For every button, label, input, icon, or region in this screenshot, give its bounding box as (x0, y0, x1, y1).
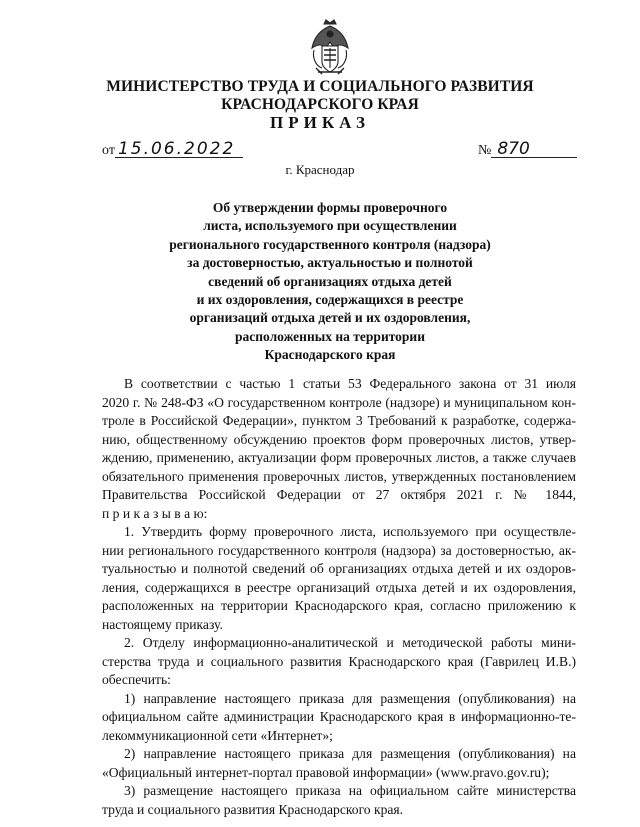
body-text-line: 2020 г. № 248-ФЗ «О государственном контроле (надзоре) и муниципальном кон- (102, 394, 576, 410)
body-text-line: 1. Утвердить форму проверочного листа, используемого при осуществле- (124, 524, 576, 539)
order-date (102, 141, 243, 159)
body-text-line: п р и к а з ы в а ю: (102, 505, 208, 521)
subject-line: расположенных на территории (234, 328, 425, 344)
body-text-line: 3) размещение настоящего приказа на официальном сайте министерства (124, 783, 576, 798)
body-text-line: 2) направление настоящего приказа для размещения (опубликования) на (124, 746, 576, 761)
number-prefix: № (478, 143, 492, 158)
body-text-line: 2. Отделу информационно-аналитической и методической работы мини- (124, 635, 576, 650)
order-body-text (102, 375, 576, 819)
ministry-line-1: МИНИСТЕРСТВО ТРУДА И СОЦИАЛЬНОГО РАЗВИТИЯ (106, 78, 534, 95)
order-number (478, 141, 577, 159)
body-text-line: официальном сайте администрации Краснодарского края в информационно-те- (102, 709, 576, 724)
number-value: 870 (491, 141, 577, 158)
date-value: 15.06.2022 (115, 141, 243, 158)
document-type-title: ПРИКАЗ (270, 113, 370, 132)
body-text-line: обязательного применения проверочных листов, утвержденных постановлением (102, 468, 576, 484)
body-text-line: нии регионального государственного контроля (надзора) за достоверностью, ак- (102, 542, 576, 558)
subject-line: регионального государственного контроля (надзора) (169, 236, 491, 252)
body-text-line: ления, содержащихся в реестре организаций отдыха детей и их оздоровления, (102, 579, 576, 595)
body-text-line: труда и социального развития Краснодарского края. (102, 801, 404, 817)
date-prefix: от (102, 143, 115, 158)
body-text-line: В соответствии с частью 1 статьи 53 Федерального закона от 31 июля (124, 376, 576, 391)
city-label: г. Краснодар (285, 162, 355, 177)
subject-line: за достоверностью, актуальностью и полнотой (187, 255, 473, 271)
ministry-line-2: КРАСНОДАРСКОГО КРАЯ (221, 96, 419, 113)
order-subject-title (140, 199, 520, 365)
body-text-line: нию, общественному обсуждению проектов форм проверочных листов, утвер- (102, 431, 576, 447)
coat-of-arms-emblem (308, 18, 352, 76)
subject-line: листа, используемого при осуществлении (203, 218, 457, 234)
body-text-line: лекоммуникационной сети «Интернет»; (102, 727, 333, 743)
subject-line: сведений об организациях отдыха детей (208, 273, 452, 289)
body-text-line: настоящему приказу. (102, 616, 223, 632)
body-text-line: расположенных на территории Краснодарского края, согласно приложению к (102, 598, 576, 613)
body-text-line: 1) направление настоящего приказа для размещения (опубликования) на (124, 690, 576, 706)
body-text-line: туальностью и полнотой сведений об организациях отдыха детей и их оздоров- (102, 561, 576, 576)
subject-line: и их оздоровления, содержащихся в реестре (196, 292, 464, 308)
body-text-line: «Официальный интернет-портал правовой информации» (www.pravo.gov.ru); (102, 764, 550, 780)
subject-line: организаций отдыха детей и их оздоровления, (189, 310, 471, 326)
body-text-line: ждению, применению, актуализации форм проверочных листов, а также случаев (102, 450, 576, 465)
body-text-line: стерства труда и социального развития Краснодарского края (Гаврилец И.В.) (102, 653, 576, 669)
body-text-line: троле в Российской Федерации», пунктом 3 Требований к разработке, содержа- (102, 413, 576, 428)
body-text-line: Правительства Российской Федерации от 27 октября 2021 г. № 1844, (102, 487, 576, 502)
subject-line: Об утверждении формы проверочного (212, 200, 448, 215)
ministry-name (0, 78, 640, 114)
subject-line: Краснодарского края (264, 347, 396, 363)
body-text-line: обеспечить: (102, 672, 171, 687)
